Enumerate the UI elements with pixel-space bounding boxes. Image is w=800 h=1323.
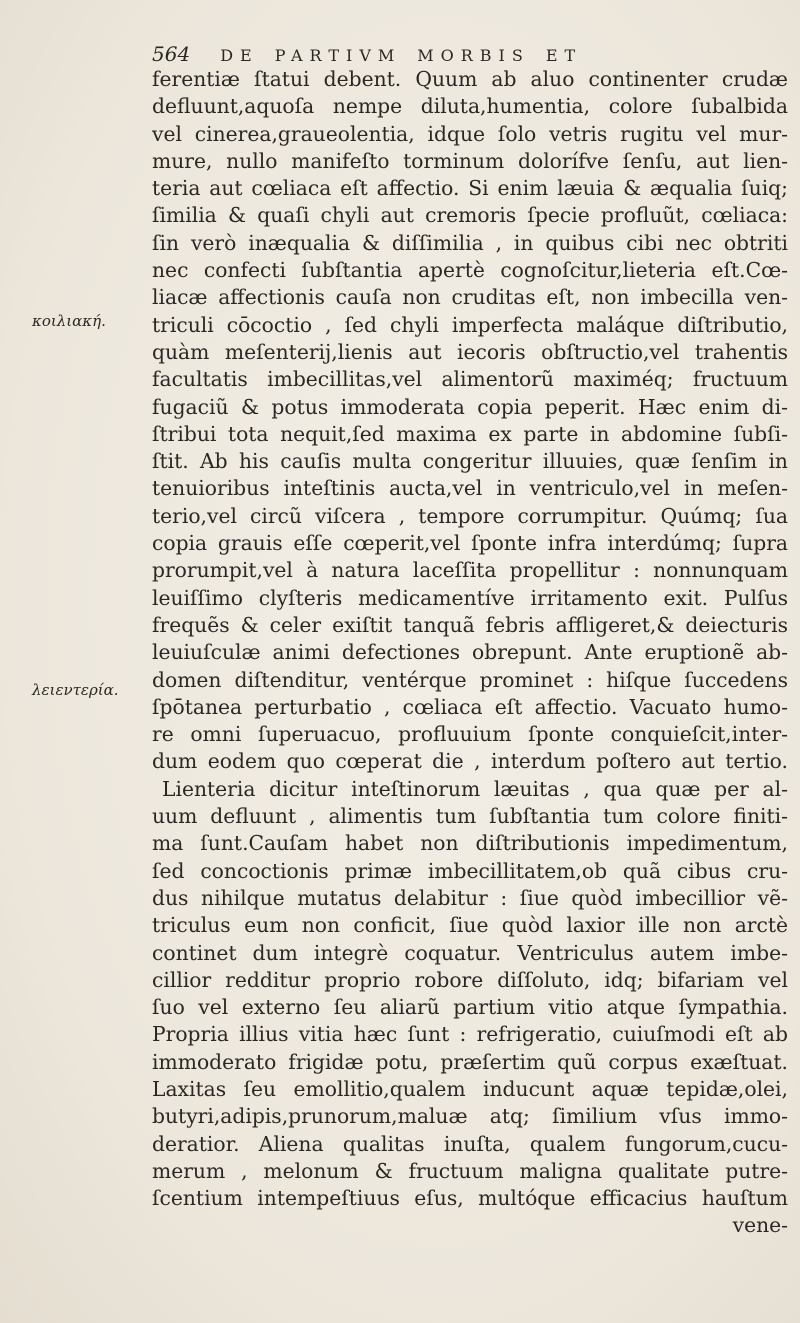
body-text bbox=[152, 66, 788, 1240]
text-line: ſtribui tota nequit,ſed maxima ex parte in abdomine ſubſi- bbox=[152, 421, 788, 446]
text-line: ſpōtanea perturbatio , cœliaca eſt affectio. Vacuato humo- bbox=[152, 694, 788, 719]
text-line: continet dum integrè coquatur. Ventriculus autem imbe- bbox=[152, 940, 788, 965]
text-line: nec confecti ſubſtantia apertè cognoſcitur,lieteria eſt.Cœ- bbox=[152, 258, 788, 283]
text-line: ma ſunt.Cauſam habet non diſtributionis impedimentum, bbox=[152, 831, 788, 856]
text-line: uum defluunt , alimentis tum ſubſtantia tum colore finiti- bbox=[152, 804, 788, 829]
text-line: deratior. Aliena qualitas inuſta, qualem fungorum,cucu- bbox=[152, 1131, 788, 1156]
text-line: vel cinerea,graueolentia, idque ſolo vetris rugitu vel mur- bbox=[152, 121, 788, 146]
text-line: mure, nullo manifeſto torminum dolorífve ſenſu, aut lien- bbox=[152, 148, 788, 173]
text-line: ferentiæ ſtatui debent. Quum ab aluo continenter crudæ bbox=[152, 67, 788, 91]
text-line: copia grauis eſſe cœperit,vel ſponte infra interdúmq; ſupra bbox=[152, 531, 788, 556]
text-line: fugaciũ & potus immoderata copia peperit. Hæc enim di- bbox=[152, 394, 788, 419]
catchword: vene- bbox=[732, 1213, 788, 1238]
text-line: butyri,adipis,prunorum,maluæ atq; ſimilium vſus immo- bbox=[152, 1104, 788, 1129]
text-line: triculus eum non conficit, ſiue quòd laxior ille non arctè bbox=[152, 913, 788, 938]
text-line: dus nihilque mutatus delabitur : ſiue quòd imbecillior vẽ- bbox=[152, 885, 788, 910]
text-line: defluunt,aquoſa nempe diluta,humentia, colore ſubalbida bbox=[152, 94, 788, 119]
text-line: ſin verò inæqualia & diſſimilia , in quibus cibi nec obtriti bbox=[152, 230, 788, 255]
text-line: frequẽs & celer exiſtit tanquã febris affligeret,& deiecturis bbox=[152, 612, 788, 637]
text-line: ſtit. Ab his cauſis multa congeritur illuuies, quæ ſenſim in bbox=[152, 449, 788, 474]
text-line: dum eodem quo cœperat die , interdum poſtero aut tertio. bbox=[152, 749, 788, 774]
text-line: Propria illius vitia hæc ſunt : refrigeratio, cuiuſmodi eſt ab bbox=[152, 1022, 788, 1047]
text-line: merum , melonum & fructuum maligna qualitate putre- bbox=[152, 1158, 788, 1183]
running-title-word: DE bbox=[220, 46, 259, 65]
text-line: domen diſtenditur, ventérque prominet : hiſque ſuccedens bbox=[152, 667, 788, 692]
running-title-word: ET bbox=[545, 46, 583, 65]
text-line: ſed concoctionis primæ imbecillitatem,ob quã cibus cru- bbox=[152, 858, 788, 883]
text-line: quàm meſenterij,lienis aut iecoris obſtructio,vel trahentis bbox=[152, 339, 788, 364]
text-line: re omni ſuperuacuo, profluuium ſponte conquieſcit,inter- bbox=[152, 722, 788, 747]
text-line: Lienteria dicitur inteſtinorum læuitas , qua quæ per al- bbox=[162, 776, 788, 801]
text-line: cillior redditur proprio robore diſſoluto, idq; bifariam vel bbox=[152, 967, 788, 992]
text-line: Laxitas ſeu emollitio,qualem inducunt aquæ tepidæ,olei, bbox=[152, 1076, 788, 1101]
text-line: ſcentium intempeſtiuus eſus, multóque efficacius hauſtum bbox=[152, 1186, 788, 1211]
text-line: prorumpit,vel à natura laceſſita propellitur : nonnunquam bbox=[152, 558, 788, 583]
margin-note-coeliaca: κοιλιακή. bbox=[32, 312, 106, 330]
running-header bbox=[152, 42, 752, 68]
margin-note-lienteria: λειεντερία. bbox=[32, 681, 119, 699]
text-line: ſuo vel externo ſeu aliarũ partium vitio atque ſympathia. bbox=[152, 995, 788, 1020]
running-title-word: PARTIVM bbox=[274, 46, 402, 65]
text-line: triculi cōcoctio , ſed chyli imperfecta maláque diſtributio, bbox=[152, 312, 788, 337]
text-line: facultatis imbecillitas,vel alimentorũ maximéq; fructuum bbox=[152, 367, 788, 392]
running-title-word: MORBIS bbox=[417, 46, 530, 65]
text-line: tenuioribus inteſtinis aucta,vel in ventriculo,vel in meſen- bbox=[152, 476, 788, 501]
text-line: ſimilia & quaſi chyli aut cremoris ſpecie profluũt, cœliaca: bbox=[152, 203, 788, 228]
text-line: immoderato frigidæ potu, præſertim quũ corpus exæſtuat. bbox=[152, 1049, 788, 1074]
text-line: liacæ affectionis cauſa non cruditas eſt, non imbecilla ven- bbox=[152, 285, 788, 310]
text-line: terio,vel circũ viſcera , tempore corrumpitur. Quúmq; ſua bbox=[152, 503, 788, 528]
page-number: 564 bbox=[152, 42, 191, 66]
text-line: leuiuſculæ animi defectiones obrepunt. Ante eruptionẽ ab- bbox=[152, 640, 788, 665]
text-line: teria aut cœliaca eſt affectio. Si enim læuia & æqualia ſuiq; bbox=[152, 176, 788, 201]
text-line: leuiſſimo clyſteris medicamentíve irritamento exit. Pulſus bbox=[152, 585, 788, 610]
